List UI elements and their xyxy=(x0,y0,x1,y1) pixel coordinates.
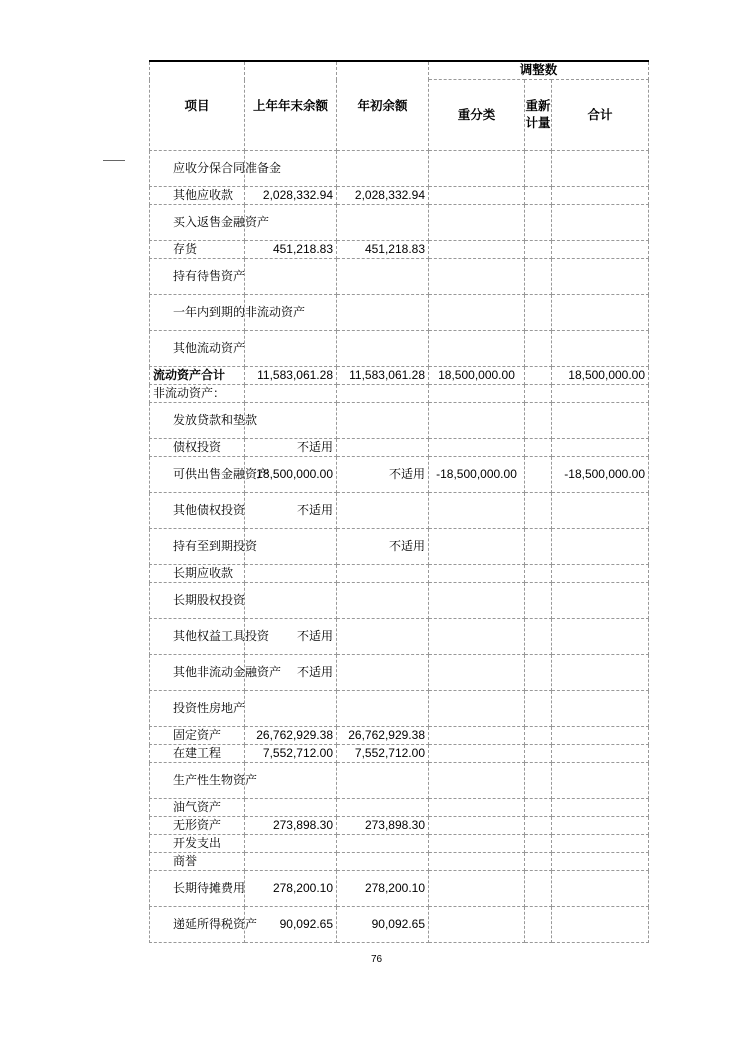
row-item-label: 无形资产 xyxy=(150,817,245,835)
row-year-begin: 11,583,061.28 xyxy=(337,367,429,385)
table-row xyxy=(150,691,649,727)
table-row xyxy=(150,457,649,493)
row-remeasurement xyxy=(525,493,552,529)
row-reclassification xyxy=(429,799,525,817)
row-remeasurement xyxy=(525,907,552,943)
row-year-begin xyxy=(337,385,429,403)
row-prev-year-end xyxy=(245,529,337,565)
row-prev-year-end: 90,092.65 xyxy=(245,907,337,943)
row-reclassification xyxy=(429,853,525,871)
table-row xyxy=(150,763,649,799)
table-row xyxy=(150,817,649,835)
page-number: 76 xyxy=(370,954,383,965)
row-item-label: 流动资产合计 xyxy=(150,367,245,385)
row-remeasurement xyxy=(525,691,552,727)
row-remeasurement xyxy=(525,727,552,745)
row-reclassification xyxy=(429,835,525,853)
header-item: 项目 xyxy=(150,61,245,151)
row-year-begin: 273,898.30 xyxy=(337,817,429,835)
row-remeasurement xyxy=(525,403,552,439)
row-reclassification: 18,500,000.00 xyxy=(429,367,525,385)
row-reclassification xyxy=(429,817,525,835)
row-year-begin xyxy=(337,853,429,871)
row-reclassification xyxy=(429,331,525,367)
row-total xyxy=(552,799,649,817)
row-total xyxy=(552,259,649,295)
row-prev-year-end: 不适用 xyxy=(245,655,337,691)
row-remeasurement xyxy=(525,295,552,331)
row-remeasurement xyxy=(525,259,552,295)
row-total xyxy=(552,655,649,691)
row-reclassification xyxy=(429,295,525,331)
row-item-label: 固定资产 xyxy=(150,727,245,745)
row-total xyxy=(552,691,649,727)
row-remeasurement xyxy=(525,241,552,259)
row-year-begin xyxy=(337,439,429,457)
row-prev-year-end: 11,583,061.28 xyxy=(245,367,337,385)
row-year-begin xyxy=(337,835,429,853)
row-total xyxy=(552,745,649,763)
row-prev-year-end xyxy=(245,853,337,871)
row-remeasurement xyxy=(525,385,552,403)
row-reclassification xyxy=(429,691,525,727)
table-row xyxy=(150,529,649,565)
row-total xyxy=(552,763,649,799)
row-reclassification xyxy=(429,241,525,259)
row-item-label: 长期待摊费用 xyxy=(150,871,245,907)
row-reclassification xyxy=(429,439,525,457)
row-year-begin: 7,552,712.00 xyxy=(337,745,429,763)
table-row xyxy=(150,439,649,457)
row-remeasurement xyxy=(525,817,552,835)
row-year-begin xyxy=(337,799,429,817)
row-prev-year-end: 7,552,712.00 xyxy=(245,745,337,763)
row-reclassification xyxy=(429,187,525,205)
row-item-label: 其他非流动金融资产 xyxy=(150,655,245,691)
row-year-begin: 278,200.10 xyxy=(337,871,429,907)
row-year-begin xyxy=(337,331,429,367)
row-prev-year-end: 不适用 xyxy=(245,439,337,457)
table-row xyxy=(150,259,649,295)
row-total xyxy=(552,385,649,403)
row-year-begin xyxy=(337,763,429,799)
row-prev-year-end: 451,218.83 xyxy=(245,241,337,259)
row-total xyxy=(552,493,649,529)
row-item-label: 非流动资产： xyxy=(150,385,245,403)
row-total xyxy=(552,151,649,187)
row-total xyxy=(552,727,649,745)
table-row xyxy=(150,331,649,367)
table-row xyxy=(150,565,649,583)
table-row xyxy=(150,403,649,439)
row-item-label: 生产性生物资产 xyxy=(150,763,245,799)
row-item-label: 长期应收款 xyxy=(150,565,245,583)
row-year-begin xyxy=(337,565,429,583)
row-reclassification xyxy=(429,619,525,655)
row-remeasurement xyxy=(525,439,552,457)
table-row xyxy=(150,907,649,943)
row-prev-year-end: 273,898.30 xyxy=(245,817,337,835)
row-prev-year-end xyxy=(245,835,337,853)
row-remeasurement xyxy=(525,331,552,367)
row-total xyxy=(552,295,649,331)
row-prev-year-end xyxy=(245,565,337,583)
row-remeasurement xyxy=(525,655,552,691)
row-prev-year-end xyxy=(245,583,337,619)
row-item-label: 开发支出 xyxy=(150,835,245,853)
row-total xyxy=(552,871,649,907)
row-year-begin xyxy=(337,655,429,691)
row-item-label: 长期股权投资 xyxy=(150,583,245,619)
row-year-begin xyxy=(337,403,429,439)
row-item-label: 投资性房地产 xyxy=(150,691,245,727)
table-row xyxy=(150,583,649,619)
row-reclassification xyxy=(429,403,525,439)
row-remeasurement xyxy=(525,367,552,385)
row-year-begin: 2,028,332.94 xyxy=(337,187,429,205)
row-remeasurement xyxy=(525,745,552,763)
row-remeasurement xyxy=(525,187,552,205)
row-remeasurement xyxy=(525,799,552,817)
table-row xyxy=(150,619,649,655)
row-item-label: 应收分保合同准备金 xyxy=(150,151,245,187)
row-remeasurement xyxy=(525,457,552,493)
table-row xyxy=(150,205,649,241)
margin-mark xyxy=(103,160,125,161)
row-item-label: 其他债权投资 xyxy=(150,493,245,529)
row-year-begin xyxy=(337,151,429,187)
row-year-begin: 451,218.83 xyxy=(337,241,429,259)
row-year-begin xyxy=(337,691,429,727)
row-total: -18,500,000.00 xyxy=(552,457,649,493)
row-total xyxy=(552,907,649,943)
table-row xyxy=(150,187,649,205)
balance-adjustment-table xyxy=(149,60,649,943)
row-item-label: 存货 xyxy=(150,241,245,259)
row-item-label: 其他应收款 xyxy=(150,187,245,205)
row-item-label: 油气资产 xyxy=(150,799,245,817)
table-row xyxy=(150,151,649,187)
row-remeasurement xyxy=(525,871,552,907)
row-total xyxy=(552,853,649,871)
row-total: 18,500,000.00 xyxy=(552,367,649,385)
row-prev-year-end: 2,028,332.94 xyxy=(245,187,337,205)
table-row xyxy=(150,799,649,817)
row-total xyxy=(552,565,649,583)
row-reclassification xyxy=(429,907,525,943)
row-total xyxy=(552,619,649,655)
row-prev-year-end xyxy=(245,403,337,439)
row-year-begin xyxy=(337,205,429,241)
row-prev-year-end: 278,200.10 xyxy=(245,871,337,907)
table-row xyxy=(150,871,649,907)
row-total xyxy=(552,583,649,619)
row-prev-year-end xyxy=(245,385,337,403)
row-item-label: 在建工程 xyxy=(150,745,245,763)
row-reclassification xyxy=(429,205,525,241)
row-total xyxy=(552,817,649,835)
row-total xyxy=(552,835,649,853)
row-total xyxy=(552,403,649,439)
row-total xyxy=(552,241,649,259)
row-remeasurement xyxy=(525,565,552,583)
row-total xyxy=(552,187,649,205)
row-prev-year-end xyxy=(245,691,337,727)
row-prev-year-end xyxy=(245,799,337,817)
row-item-label: 持有至到期投资 xyxy=(150,529,245,565)
table-row xyxy=(150,727,649,745)
row-year-begin xyxy=(337,259,429,295)
row-item-label: 其他流动资产 xyxy=(150,331,245,367)
table-row xyxy=(150,655,649,691)
table-row xyxy=(150,745,649,763)
header-year-begin: 年初余额 xyxy=(337,61,429,151)
row-total xyxy=(552,529,649,565)
row-remeasurement xyxy=(525,835,552,853)
row-reclassification xyxy=(429,565,525,583)
row-reclassification: -18,500,000.00 xyxy=(429,457,525,493)
table-row xyxy=(150,853,649,871)
row-year-begin xyxy=(337,619,429,655)
header-reclassification: 重分类 xyxy=(429,80,525,151)
row-total xyxy=(552,439,649,457)
row-year-begin: 不适用 xyxy=(337,529,429,565)
row-prev-year-end: 18,500,000.00 xyxy=(245,457,337,493)
row-remeasurement xyxy=(525,853,552,871)
header-adjustment: 调整数 xyxy=(429,61,649,80)
row-year-begin: 不适用 xyxy=(337,457,429,493)
header-total: 合计 xyxy=(552,80,649,151)
row-reclassification xyxy=(429,655,525,691)
row-reclassification xyxy=(429,583,525,619)
row-prev-year-end: 不适用 xyxy=(245,619,337,655)
header-prev-year-end: 上年年末余额 xyxy=(245,61,337,151)
row-reclassification xyxy=(429,259,525,295)
row-total xyxy=(552,205,649,241)
table-row xyxy=(150,385,649,403)
row-remeasurement xyxy=(525,529,552,565)
row-prev-year-end: 26,762,929.38 xyxy=(245,727,337,745)
row-prev-year-end xyxy=(245,763,337,799)
table-row xyxy=(150,367,649,385)
row-item-label: 持有待售资产 xyxy=(150,259,245,295)
header-remeasurement: 重新计量 xyxy=(525,80,552,151)
row-reclassification xyxy=(429,529,525,565)
table-row xyxy=(150,493,649,529)
row-prev-year-end: 不适用 xyxy=(245,493,337,529)
row-prev-year-end xyxy=(245,331,337,367)
row-total xyxy=(552,331,649,367)
row-item-label: 其他权益工具投资 xyxy=(150,619,245,655)
row-item-label: 发放贷款和垫款 xyxy=(150,403,245,439)
row-reclassification xyxy=(429,727,525,745)
table-row xyxy=(150,241,649,259)
row-year-begin xyxy=(337,583,429,619)
row-reclassification xyxy=(429,871,525,907)
row-year-begin: 90,092.65 xyxy=(337,907,429,943)
row-item-label: 可供出售金融资产 xyxy=(150,457,245,493)
row-reclassification xyxy=(429,493,525,529)
row-item-label: 债权投资 xyxy=(150,439,245,457)
row-reclassification xyxy=(429,763,525,799)
table-row xyxy=(150,295,649,331)
row-year-begin: 26,762,929.38 xyxy=(337,727,429,745)
row-item-label: 商誉 xyxy=(150,853,245,871)
row-item-label: 一年内到期的非流动资产 xyxy=(150,295,245,331)
row-reclassification xyxy=(429,745,525,763)
row-remeasurement xyxy=(525,763,552,799)
row-reclassification xyxy=(429,151,525,187)
row-remeasurement xyxy=(525,619,552,655)
row-reclassification xyxy=(429,385,525,403)
row-item-label: 买入返售金融资产 xyxy=(150,205,245,241)
row-year-begin xyxy=(337,493,429,529)
row-remeasurement xyxy=(525,583,552,619)
row-item-label: 递延所得税资产 xyxy=(150,907,245,943)
table-row xyxy=(150,835,649,853)
row-year-begin xyxy=(337,295,429,331)
row-remeasurement xyxy=(525,151,552,187)
row-remeasurement xyxy=(525,205,552,241)
row-prev-year-end xyxy=(245,259,337,295)
